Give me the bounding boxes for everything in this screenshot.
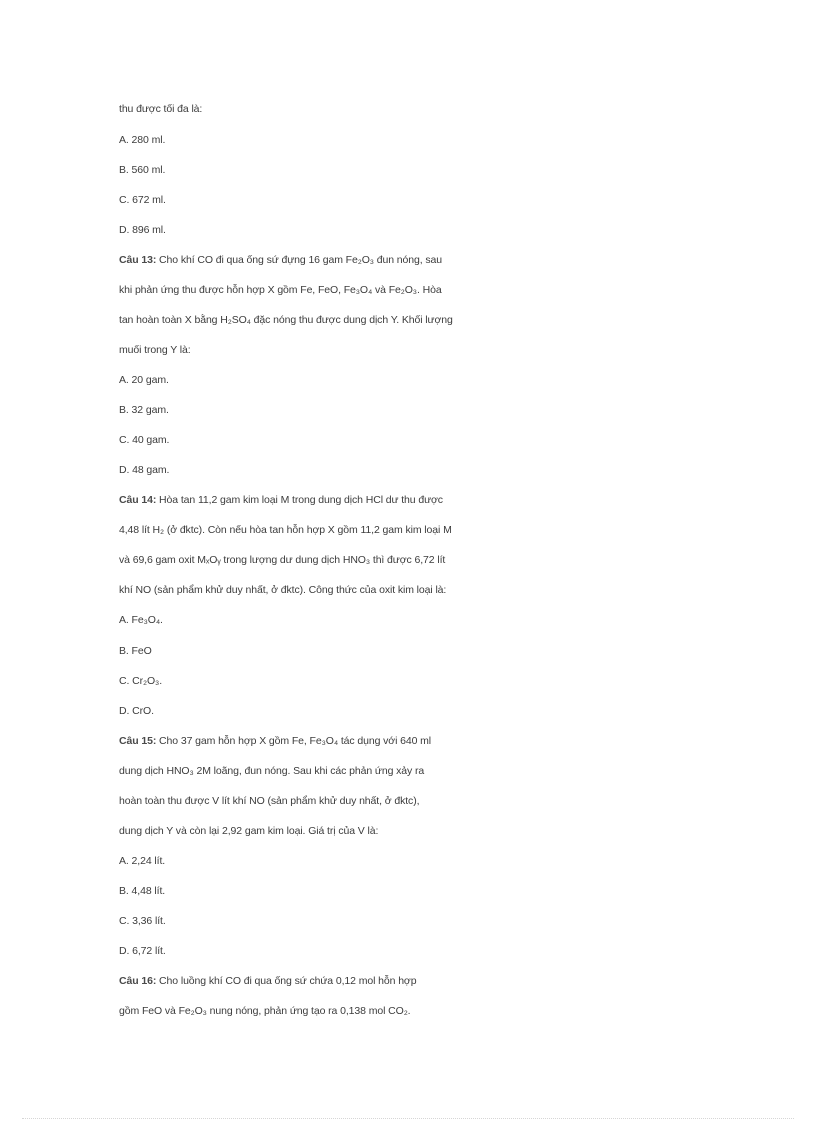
question-14-line [119,493,443,507]
text-line: gồm FeO và Fe₂O₃ nung nóng, phản ứng tạo ra 0,138 mol CO₂. [119,1005,411,1017]
question-label: Câu 14: [119,494,157,506]
answer-option: D. 48 gam. [119,464,170,476]
answer-option: A. 280 ml. [119,134,166,146]
answer-option: C. 3,36 lít. [119,915,166,927]
text-line: thu được tối đa là: [119,103,203,115]
question-15-line [119,734,431,748]
answer-option: B. FeO [119,645,152,657]
question-text: Cho khí CO đi qua ống sứ đựng 16 gam Fe₂O₃ đun nóng, sau [156,254,443,266]
question-text: Cho luồng khí CO đi qua ống sứ chứa 0,12 mol hỗn hợp [156,975,417,987]
answer-option: A. 2,24 lít. [119,855,166,867]
text-line: hoàn toàn thu được V lít khí NO (sản phẩm khử duy nhất, ở đktc), [119,795,420,807]
text-line: dung dịch HNO₃ 2M loãng, đun nóng. Sau khi các phản ứng xảy ra [119,765,425,777]
question-13-line [119,253,442,267]
question-text: Hòa tan 11,2 gam kim loại M trong dung dịch HCl dư thu được [156,494,443,506]
text-line: 4,48 lít H₂ (ở đktc). Còn nếu hòa tan hỗn hợp X gồm 11,2 gam kim loại M [119,524,452,536]
question-label: Câu 13: [119,254,157,266]
text-line: tan hoàn toàn X bằng H₂SO₄ đặc nóng thu được dung dịch Y. Khối lượng [119,314,453,326]
answer-option: C. 40 gam. [119,434,170,446]
answer-option: B. 4,48 lít. [119,885,166,897]
answer-option: B. 560 ml. [119,164,166,176]
question-text: Cho 37 gam hỗn hợp X gồm Fe, Fe₃O₄ tác dụng với 640 ml [156,735,432,747]
text-line: khí NO (sản phẩm khử duy nhất, ở đktc). Công thức của oxit kim loại là: [119,584,447,596]
text-line: và 69,6 gam oxit MₓOᵧ trong lượng dư dung dịch HNO₃ thì được 6,72 lít [119,554,446,566]
answer-option: A. 20 gam. [119,374,169,386]
answer-option: C. Cr₂O₃. [119,675,163,687]
answer-option: A. Fe₃O₄. [119,614,163,626]
answer-option: D. 896 ml. [119,224,166,236]
answer-option: B. 32 gam. [119,404,169,416]
question-16-line [119,974,416,988]
question-label: Câu 16: [119,975,157,987]
text-line: dung dịch Y và còn lại 2,92 gam kim loại. Giá trị của V là: [119,825,379,837]
question-label: Câu 15: [119,735,157,747]
page-bottom-divider [22,1118,794,1119]
answer-option: D. CrO. [119,705,154,717]
text-line: khi phản ứng thu được hỗn hợp X gồm Fe, FeO, Fe₃O₄ và Fe₂O₃. Hòa [119,284,442,296]
answer-option: D. 6,72 lít. [119,945,166,957]
answer-option: C. 672 ml. [119,194,166,206]
text-line: muối trong Y là: [119,344,191,356]
